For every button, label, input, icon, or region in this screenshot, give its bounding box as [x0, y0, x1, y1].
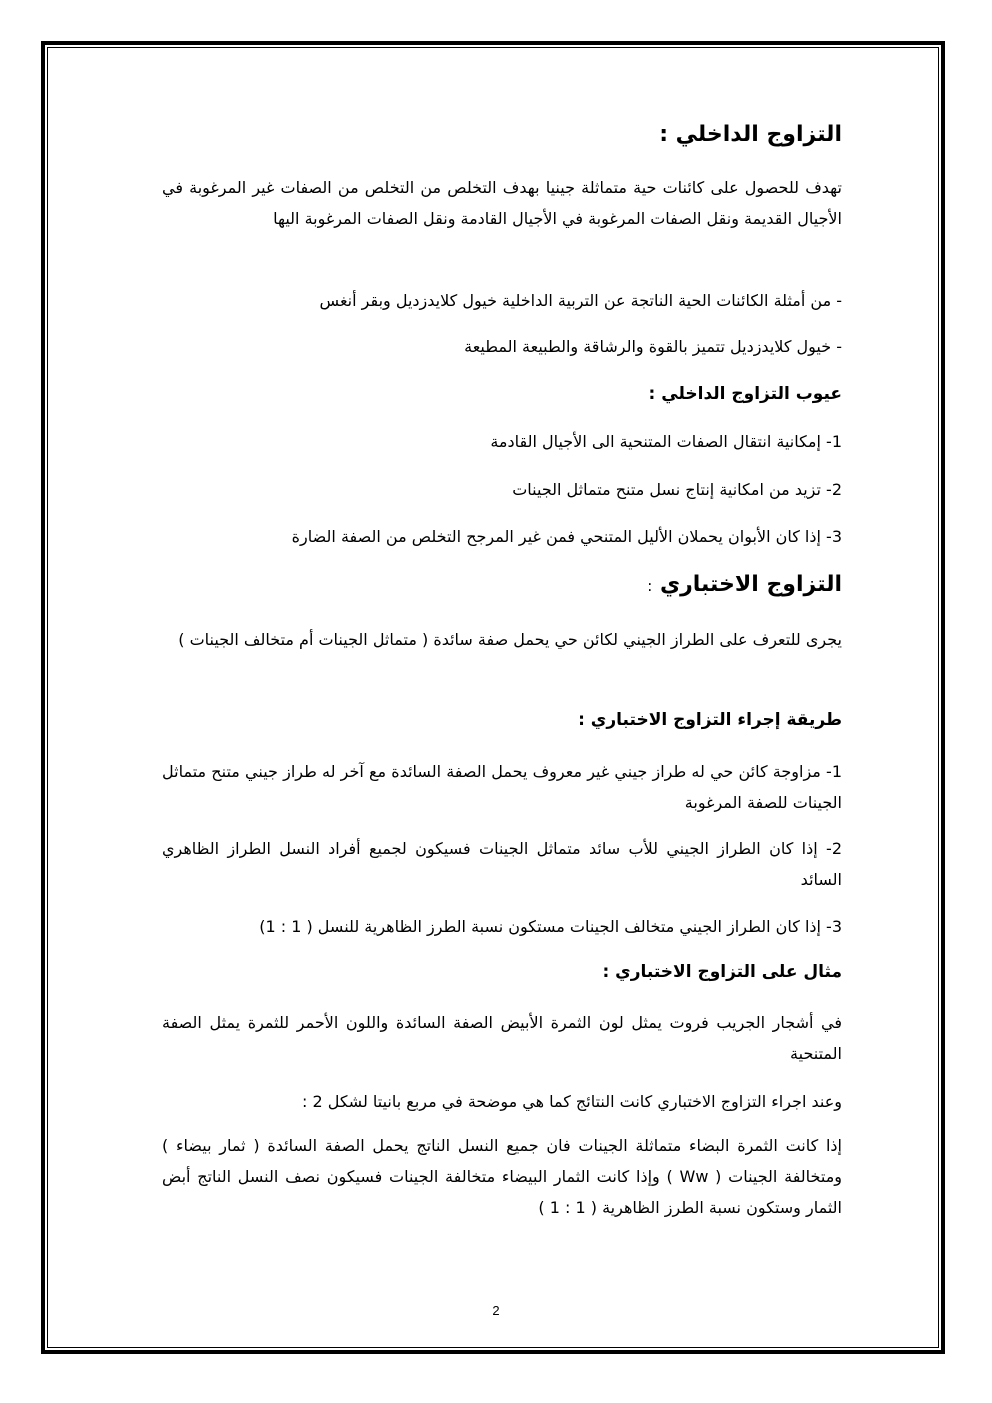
list-item-method-2: 2- إذا كان الطراز الجيني للأب سائد متماثل الجينات فسيكون لجميع أفراد النسل الطراز الظاهري السائد [162, 839, 842, 889]
list-item-disadvantage-2: 2- تزيد من امكانية إنتاج نسل متنح متماثل الجينات [512, 480, 842, 499]
heading-test-cross-title: التزاوج الاختباري [659, 572, 842, 597]
paragraph-test-cross-definition: يجرى للتعرف على الطراز الجيني لكائن حي يحمل صفة سائدة ( متماثل الجينات أم متخالف الجينات ) [178, 630, 842, 649]
list-item-method-3: 3- إذا كان الطراز الجيني متخالف الجينات مستكون نسبة الطرز الظاهرية للنسل ( 1 : 1) [259, 917, 842, 936]
heading-test-cross-colon: : [647, 577, 653, 595]
paragraph-test-cross-results: إذا كانت الثمرة البضاء متماثلة الجينات فان جميع النسل الناتج يحمل الصفة السائدة ( ثمار بيضاء ) ومتخالفة الجينات ( Ww ) وإذا كانت الثمار البيضاء متخالفة الجينات فسيكون نصف النسل الناتج أبض الثمار وستكون نسبة الطرز الظاهرية ( 1 : 1 ) [162, 1136, 842, 1217]
bullet-inbreeding-examples: - من أمثلة الكائنات الحية الناتجة عن التربية الداخلية خيول كلايدزديل وبقر أنغس [319, 291, 842, 310]
paragraph-grapefruit-traits: في أشجار الجريب فروت يمثل لون الثمرة الأبيض الصفة السائدة واللون الأحمر للثمرة يمثل الصفة المتنحية [162, 1013, 842, 1063]
heading-inbreeding: التزاوج الداخلي : [659, 122, 842, 147]
list-item-disadvantage-3: 3- إذا كان الأبوان يحملان الأليل المتنحي فمن غير المرجح التخلص من الصفة الضارة [291, 527, 842, 546]
bullet-clydesdale-traits: - خيول كلايدزديل تتميز بالقوة والرشاقة والطبيعة المطيعة [464, 337, 842, 356]
heading-inbreeding-disadvantages: عيوب التزاوج الداخلي : [648, 384, 842, 404]
heading-test-cross-method: طريقة إجراء التزاوج الاختباري : [578, 710, 842, 730]
paragraph-punnett-reference: وعند اجراء التزاوج الاختباري كانت النتائج كما هي موضحة في مربع بانيتا لشكل 2 : [301, 1092, 842, 1111]
paragraph-inbreeding-purpose: تهدف للحصول على كائنات حية متماثلة جينيا بهدف التخلص من التخلص من الصفات غير المرغوبة في الأجيال القديمة ونقل الصفات المرغوبة في الأجيال القادمة ونقل الصفات المرغوبة اليها [162, 178, 842, 228]
heading-test-cross-example: مثال على التزاوج الاختباري : [602, 962, 842, 982]
heading-test-cross [162, 570, 842, 601]
list-item-disadvantage-1: 1- إمكانية انتقال الصفات المتنحية الى الأجيال القادمة [490, 432, 842, 451]
list-item-method-1: 1- مزاوجة كائن حي له طراز جيني غير معروف يحمل الصفة السائدة مع آخر له طراز جيني متنح متماثل الجينات للصفة المرغوبة [162, 762, 842, 812]
page-number: 2 [492, 1303, 500, 1318]
